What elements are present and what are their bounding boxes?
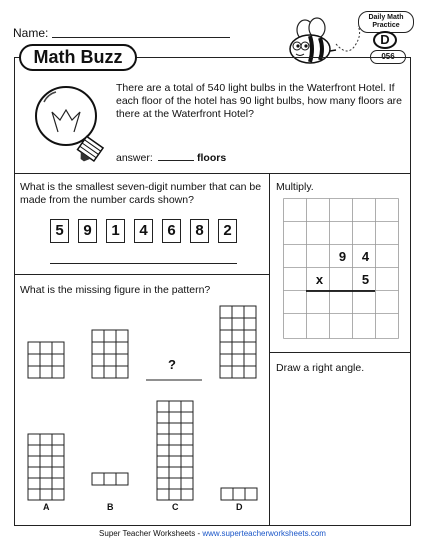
number-card: 1 <box>106 219 125 243</box>
number-card: 9 <box>78 219 97 243</box>
digit-ones: 4 <box>361 249 370 264</box>
choice-b-figure <box>92 473 128 485</box>
divider-row2 <box>14 274 270 275</box>
choice-a-figure <box>28 434 64 500</box>
pattern-figure-2 <box>92 330 128 378</box>
problem2-text: What is the smallest seven-digit number that can be made from the number cards shown? <box>20 181 262 206</box>
digit-multiplier: 5 <box>361 272 370 287</box>
multiply-label: Multiply. <box>276 181 314 193</box>
pattern-figure-4 <box>220 306 256 378</box>
choice-a-label[interactable]: A <box>43 502 50 512</box>
multiplication-grid[interactable] <box>283 198 403 340</box>
number-card: 8 <box>190 219 209 243</box>
answer-label: answer: <box>116 152 153 164</box>
number-card: 4 <box>134 219 153 243</box>
footer: Super Teacher Worksheets - www.superteacherworksheets.com <box>99 529 326 538</box>
daily-practice-badge: Daily Math Practice <box>358 11 414 33</box>
name-field[interactable] <box>52 37 230 38</box>
name-label: Name: <box>13 26 49 40</box>
pattern-figure-1 <box>28 342 64 378</box>
drawing-area[interactable] <box>272 378 408 523</box>
answer-field[interactable] <box>50 263 237 264</box>
pattern-figures <box>14 300 270 512</box>
level-badge: D <box>373 31 397 49</box>
problem5-text: Draw a right angle. <box>276 362 365 374</box>
page-title: Math Buzz <box>19 44 137 71</box>
footer-link[interactable]: www.superteacherworksheets.com <box>202 529 326 538</box>
missing-figure-mark: ? <box>168 357 176 372</box>
divider-right <box>269 352 411 353</box>
choice-b-label[interactable]: B <box>107 502 114 512</box>
problem1-text: There are a total of 540 light bulbs in the Waterfront Hotel. If each floor of the hotel has 90 light bulbs, how many floors are there at the Waterfront Hotel? <box>116 82 403 120</box>
answer-field[interactable] <box>158 160 194 161</box>
worksheet-number: 056 <box>370 50 406 64</box>
number-card: 5 <box>50 219 69 243</box>
choice-c-figure <box>157 401 193 500</box>
multiply-operator: x <box>315 272 324 287</box>
answer-unit: floors <box>197 152 227 164</box>
divider-row1 <box>14 173 411 174</box>
choice-c-label[interactable]: C <box>172 502 179 512</box>
number-card: 6 <box>162 219 181 243</box>
problem4-text: What is the missing figure in the pattern? <box>20 284 211 296</box>
light-bulb-icon <box>22 82 114 170</box>
choice-d-figure <box>221 488 257 500</box>
digit-tens: 9 <box>338 249 347 264</box>
choice-d-label[interactable]: D <box>236 502 243 512</box>
number-card: 2 <box>218 219 237 243</box>
